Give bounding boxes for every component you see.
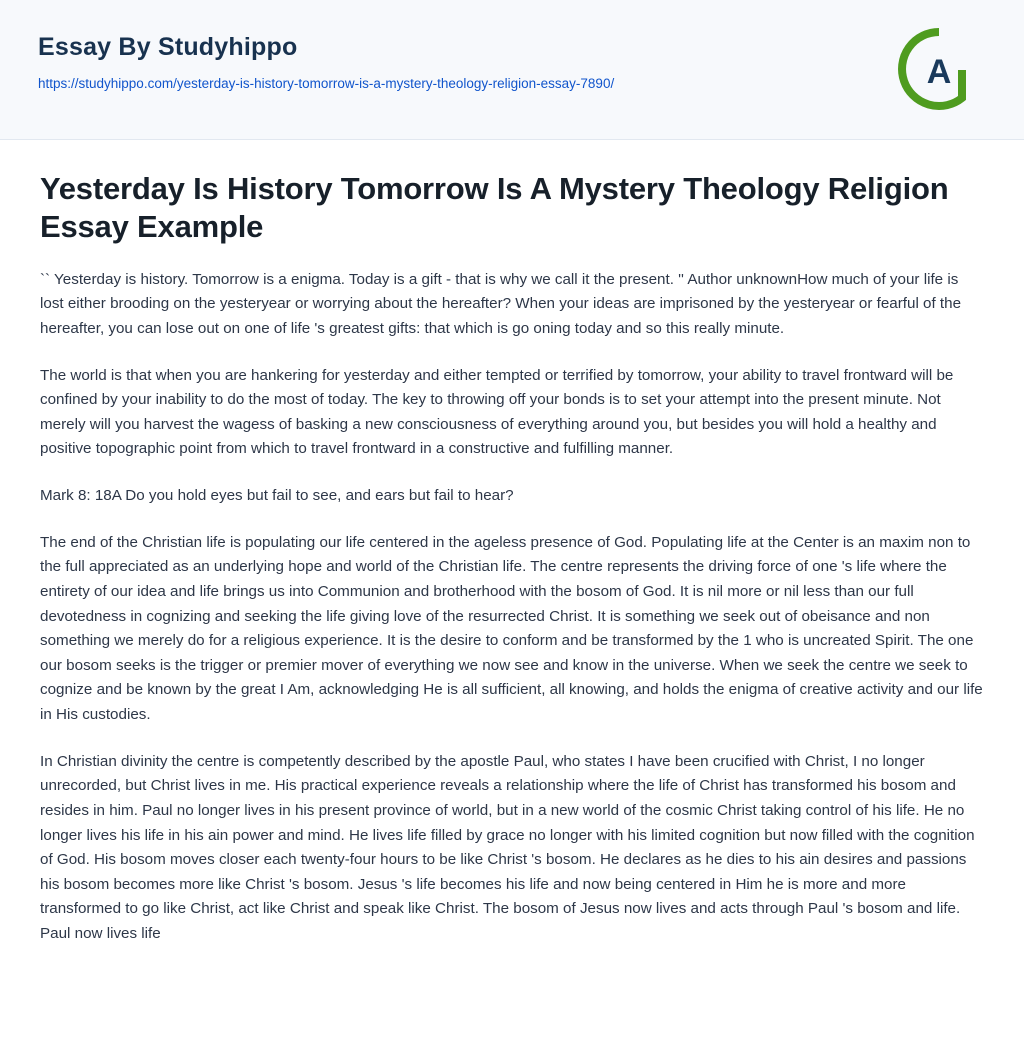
- article-body: [0, 140, 1024, 987]
- svg-text:A: A: [926, 53, 952, 91]
- paragraph: The world is that when you are hankering for yesterday and either tempted or terrified by tomorrow, your ability to travel frontward will be confined by your inability to do the most of today. The key to throwing off your bonds is to set your attempt into the present minute. Not merely will you harvest the wagess of basking a new consciousness of everything around you, but besides you will hold a healthy and positive topographic point from which to travel frontward in a constructive and fulfilling manner.: [40, 366, 954, 458]
- studyhippo-logo: [896, 26, 982, 112]
- site-brand-title: Essay By Studyhippo: [38, 33, 298, 61]
- page-title: Yesterday Is History Tomorrow Is A Mystery Theology Religion Essay Example: [40, 171, 949, 244]
- paragraph: Mark 8: 18A Do you hold eyes but fail to see, and ears but fail to hear?: [40, 487, 514, 504]
- paragraph: `` Yesterday is history. Tomorrow is a enigma. Today is a gift - that is why we call it the present. '' Author unknownHow much of your life is lost either brooding on the yesteryear or worrying about the hereafter? When your ideas are imprisoned by the yesteryear or fearful of the hereafter, you can lose out on one of life 's greatest gifts: that which is go oning today and so this really minute.: [40, 270, 962, 337]
- page-header: [0, 0, 1024, 140]
- paragraph: The end of the Christian life is populating our life centered in the ageless presence of God. Populating life at the Center is an maxim non to the full appreciated as an underlying hope and world of the Christian life. The centre represents the driving force of one 's life where the entirety of our idea and life brings us into Communion and brotherhood with the bosom of God. It is nil more or nil less than our full devotedness in cognizing and seeking the life giving love of the resurrected Christ. It is something we seek out of obeisance and non something we merely do for a religious experience. It is the desire to conform and be transformed by the 1 who is uncreated Spirit. The one our bosom seeks is the trigger or premier mover of everything we now see and know in the universe. When we seek the centre we seek to cognize and be known by the great I Am, acknowledging He is all sufficient, all knowing, and holds the enigma of creative activity and our life in His custodies.: [40, 533, 983, 723]
- paragraph: In Christian divinity the centre is competently described by the apostle Paul, who states I have been crucified with Christ, I no longer unrecorded, but Christ lives in me. His practical experience reveals a relationship where the life of Christ has transformed his bosom and resides in him. Paul no longer lives in his present province of world, but in a new world of the cosmic Christ taking control of his life. He no longer lives his life in his ain power and mind. He lives life filled by grace no longer with his limited cognition but now filled with the cognition of God. His bosom moves closer each twenty-four hours to be like Christ 's bosom. He declares as he dies to his ain desires and passions his bosom becomes more like Christ 's bosom. Jesus 's life becomes his life and now being centered in Him he is more and more transformed to go like Christ, act like Christ and speak like Christ. The bosom of Jesus now lives and acts through Paul 's bosom and life. Paul now lives life: [40, 752, 975, 942]
- studyhippo-a-logo-icon: [896, 26, 982, 112]
- source-url-link[interactable]: https://studyhippo.com/yesterday-is-history-tomorrow-is-a-mystery-theology-religion-essay-7890/: [38, 75, 615, 91]
